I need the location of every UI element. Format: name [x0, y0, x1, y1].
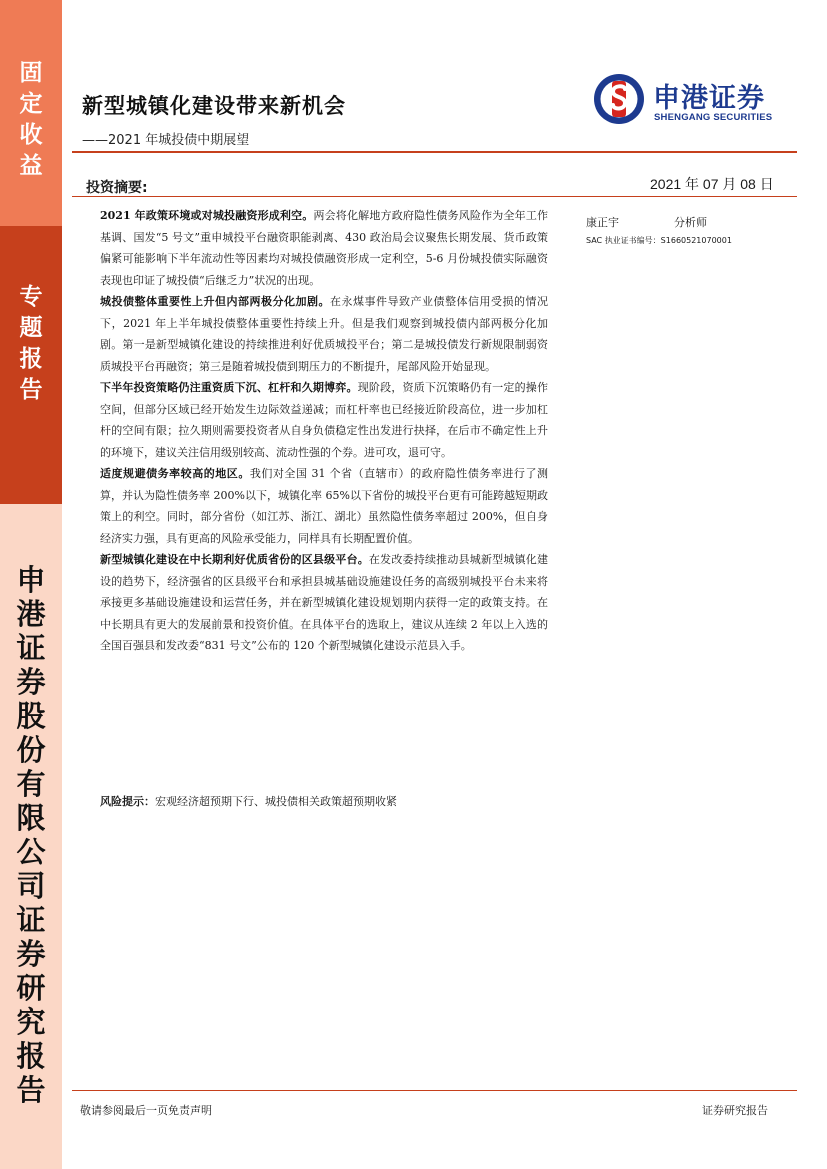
side-char: 告 [19, 377, 43, 403]
side-char: 收 [19, 122, 43, 148]
side-char: 专 [19, 284, 43, 310]
side-char: 券 [16, 665, 46, 699]
side-band-category [0, 0, 62, 226]
summary-paragraph [100, 549, 548, 657]
analyst-role: 分析师 [674, 216, 707, 229]
summary-paragraph [100, 377, 548, 463]
summary-heading: 投资摘要: [86, 180, 148, 196]
side-char: 益 [19, 153, 43, 179]
summary-paragraphs [100, 205, 548, 657]
side-char: 股 [16, 699, 46, 733]
side-char: 份 [16, 733, 46, 767]
company-logo [592, 72, 802, 132]
side-band-company [0, 504, 62, 1169]
side-char: 公 [16, 835, 46, 869]
side-char: 证 [16, 903, 46, 937]
paragraph-lead: 新型城镇化建设在中长期利好优质省份的区县级平台。 [100, 553, 369, 566]
side-char: 告 [16, 1073, 46, 1107]
paragraph-lead: 2021 年政策环境或对城投融资形成利空。 [100, 209, 314, 222]
report-title: 新型城镇化建设带来新机会 [82, 94, 346, 118]
paragraph-text: 现阶段，资质下沉策略仍有一定的操作空间，但部分区域已经开始发生边际效益递减；而杠杆率也已经接近阶段高位，进一步加杠杆的空间有限；拉久期则需要投资者从自身负债稳定性出发进行抉择，在后市不确定性上升的环境下，建议关注信用级别较高、流动性强的个券。进可攻，退可守。 [100, 381, 548, 459]
analyst-name: 康正宇 [586, 216, 619, 229]
logo-emblem-icon [592, 72, 646, 126]
header-divider [72, 151, 797, 153]
paragraph-lead: 下半年投资策略仍注重资质下沉、杠杆和久期博弈。 [100, 381, 358, 394]
paragraph-text: 两会将化解地方政府隐性债务风险作为全年工作基调、国发“5 号文”重申城投平台融资职能剥离、430 政治局会议聚焦长期发展、货币政策偏紧可能影响下半年流动性等因素均对城投债融资形成一定利空，5-6 月份城投债实际融资表现也印证了城投债“后继乏力”状况的出现。 [100, 209, 548, 287]
report-subtitle: ——2021 年城投债中期展望 [82, 133, 250, 148]
logo-name-en: SHENGANG SECURITIES [654, 112, 773, 123]
risk-text: 宏观经济超预期下行、城投债相关政策超预期收紧 [155, 795, 397, 808]
side-char: 定 [19, 91, 43, 117]
risk-label: 风险提示： [100, 795, 155, 808]
summary-divider [72, 196, 797, 197]
side-char: 限 [16, 801, 46, 835]
summary-paragraph [100, 205, 548, 291]
analyst-sac-number: SAC 执业证书编号：S1660521070001 [586, 236, 732, 245]
summary-paragraph [100, 463, 548, 549]
paragraph-text: 在发改委持续推动县城新型城镇化建设的趋势下，经济强省的区县级平台和承担县城基础设施建设任务的高级别城投平台未来将承接更多基础设施建设和运营任务，并在新型城镇化建设规划期内获得一定的政策支持。在中长期具有更大的发展前景和投资价值。在具体平台的选取上，建议从连续 2 年以上入选的全国百强县和发改委“831 号文”公布的 120 个新型城镇化建设示范县入手。 [100, 553, 548, 652]
side-char: 司 [16, 869, 46, 903]
side-char: 证 [16, 631, 46, 665]
side-char: 报 [16, 1039, 46, 1073]
paragraph-text: 在永煤事件导致产业债整体信用受损的情况下，2021 年上半年城投债整体重要性持续上升。但是我们观察到城投债内部两极分化加剧。第一是新型城镇化建设的持续推进利好优质城投平台；第二是城投债发行新规限制弱资质城投平台再融资；第三是随着城投债到期压力的不断提升，尾部风险开始显现。 [100, 295, 548, 373]
side-char: 港 [16, 597, 46, 631]
footer-divider [72, 1090, 797, 1091]
paragraph-lead: 城投债整体重要性上升但内部两极分化加剧。 [100, 295, 330, 308]
risk-warning [100, 794, 397, 810]
side-char: 报 [19, 346, 43, 372]
report-date: 2021 年 07 月 08 日 [650, 176, 774, 192]
paragraph-lead: 适度规避债务率较高的地区。 [100, 467, 250, 480]
footer-report-type: 证券研究报告 [702, 1104, 768, 1117]
side-char: 究 [16, 1005, 46, 1039]
paragraph-text: 我们对全国 31 个省（直辖市）的政府隐性债务率进行了测算，并认为隐性债务率 200%以下，城镇化率 65%以下省份的城投平台更有可能跨越短期政策上的利空。同时，部分省份（如江苏、浙江、湖北）虽然隐性债务率超过 200%，但自身经济实力强，具有更高的风险承受能力，同样具有长期配置价值。 [100, 467, 548, 545]
side-char: 固 [19, 60, 43, 86]
side-char: 有 [16, 767, 46, 801]
side-char: 题 [19, 315, 43, 341]
side-char: 申 [16, 563, 46, 597]
side-band-type [0, 226, 62, 504]
logo-name-cn: 申港证券 [653, 83, 765, 114]
side-char: 券 [16, 937, 46, 971]
footer-disclaimer: 敬请参阅最后一页免责声明 [80, 1104, 212, 1117]
summary-paragraph [100, 291, 548, 377]
side-char: 研 [16, 971, 46, 1005]
